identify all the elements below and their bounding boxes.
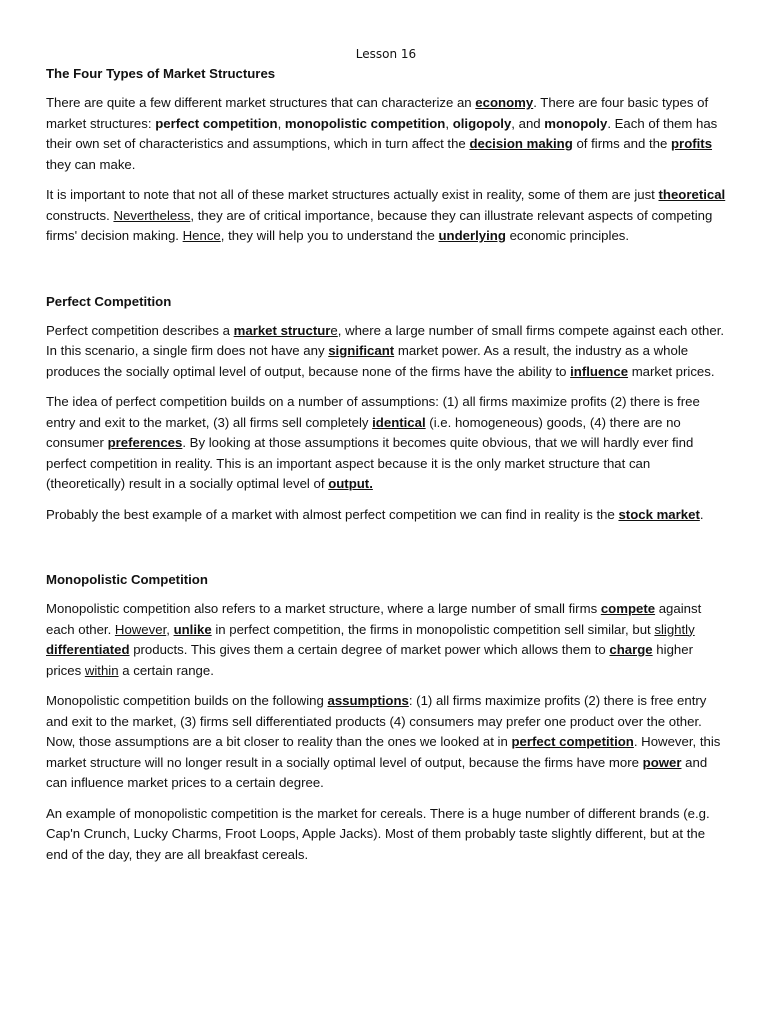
text-run: . By looking at those assumptions it becomes quite obvious, that we will hardly ever find perfect competition in reality. This is an important aspect because it is the only market structure that can (theoretically) result in a socially optimal level of — [46, 435, 694, 491]
text-run: market prices. — [628, 363, 715, 379]
paragraph-perfect-2 — [46, 392, 726, 495]
underlined-word: e — [330, 322, 338, 338]
text-run: market power. As a result, the industry as a whole produces the socially optimal level of output, because none of the firms have the ability to — [46, 343, 689, 379]
paragraph-perfect-3 — [46, 505, 726, 526]
text-run: higher prices — [46, 642, 693, 678]
key-term: compete — [600, 601, 656, 616]
text-run: products. This gives them a certain degree of market power which allows them to — [129, 642, 610, 657]
key-term: decision making — [469, 136, 573, 151]
text-run: , — [166, 621, 174, 637]
text-run: economic principles. — [505, 228, 630, 243]
key-term: theoretical — [658, 187, 726, 202]
text-run: . There are four basic types of market structures: — [46, 95, 709, 131]
section-title-monopolistic-competition: Monopolistic Competition — [46, 572, 208, 587]
text-run: , they are of critical importance, because they can illustrate relevant aspects of competing firms' decision making. — [46, 207, 713, 243]
paragraph-perfect-1 — [46, 321, 726, 383]
key-term: profits — [671, 136, 713, 151]
bold-term: monopolistic competition — [284, 115, 446, 131]
text-run: : (1) all firms maximize profits (2) there is free entry and exit to the market, (3) firms sell differentiated products (4) consumers may prefer one product over the other. Now, those assumptions are a bit closer to reality than the ones we looked at in — [46, 693, 707, 749]
key-term: preferences — [107, 435, 183, 450]
key-term: differentiated — [46, 642, 130, 657]
text-run: Perfect competition describes a — [46, 322, 234, 338]
underlined-word: within — [84, 662, 119, 678]
text-run: and can influence market prices to a certain degree. — [46, 754, 708, 790]
bold-term: monopoly — [544, 115, 608, 131]
underlined-word: However — [114, 621, 167, 637]
text-run: , and — [511, 115, 545, 131]
key-term: underlying — [438, 228, 506, 243]
text-run: Monopolistic competition builds on the following — [46, 693, 328, 708]
text-run: against each other. — [46, 601, 702, 637]
key-term: assumptions — [327, 693, 409, 708]
paragraph-monopolistic-3 — [46, 804, 726, 866]
key-term: significant — [328, 343, 395, 358]
text-run: , — [277, 115, 285, 131]
text-run: . — [699, 506, 704, 522]
text-run: (i.e. homogeneous) goods, (4) there are no consumer — [46, 414, 681, 450]
text-run: of firms and the — [572, 136, 671, 151]
text-run: constructs. — [46, 207, 114, 223]
key-term: economy — [475, 95, 534, 110]
lesson-header: Lesson 16 — [355, 47, 417, 61]
text-run: they can make. — [46, 156, 136, 172]
key-term: output. — [328, 476, 373, 491]
key-term: charge — [609, 642, 653, 657]
paragraph-monopolistic-1 — [46, 599, 726, 681]
key-term: influence — [570, 363, 629, 379]
text-run: a certain range. — [118, 662, 214, 678]
text-run: , they will help you to understand the — [220, 228, 439, 243]
key-term: perfect competition — [511, 734, 634, 749]
text-run: Probably the best example of a market with almost perfect competition we can find in reality is the — [46, 506, 619, 522]
paragraph-intro-2 — [46, 185, 726, 247]
text-run: in perfect competition, the firms in monopolistic competition sell similar, but — [211, 621, 655, 637]
text-run: . Each of them has their own set of characteristics and assumptions, which in turn affect the — [46, 115, 718, 151]
bold-term: oligopoly — [452, 115, 512, 131]
underlined-word: Hence — [182, 228, 221, 243]
key-term: identical — [372, 414, 426, 430]
bold-term: perfect competition — [155, 115, 278, 131]
text-run: An example of monopolistic competition is the market for cereals. There is a huge number of different brands (e.g. Cap'n Crunch, Lucky Charms, Froot Loops, Apple Jacks). Most of them probably taste slightly different, but at the end of the day, they are all breakfast cereals. — [46, 805, 710, 862]
text-run: , where a large number of small firms compete against each other. In this scenario, a single firm does not have any — [46, 322, 725, 358]
paragraph-monopolistic-2 — [46, 691, 726, 794]
document-page — [46, 46, 726, 865]
underlined-word: slightly — [654, 621, 695, 637]
paragraph-intro-1 — [46, 93, 726, 175]
key-term: unlike — [173, 621, 212, 637]
section-title-market-structures: The Four Types of Market Structures — [46, 66, 276, 81]
text-run: , — [445, 115, 453, 131]
section-title-perfect-competition: Perfect Competition — [46, 293, 172, 309]
text-run: . However, this market structure will no longer result in a socially optimal level of output, because the firms have more — [46, 734, 721, 770]
key-term: market structur — [233, 322, 331, 338]
text-run: It is important to note that not all of these market structures actually exist in reality, some of them are just — [46, 187, 659, 202]
text-run: Monopolistic competition also refers to a market structure, where a large number of small firms — [46, 601, 601, 616]
text-run: The idea of perfect competition builds on a number of assumptions: (1) all firms maximize profits (2) there is free entry and exit to the market, (3) all firms sell completely — [46, 394, 700, 430]
key-term: power — [642, 754, 682, 770]
key-term: stock market — [618, 506, 700, 522]
underlined-word: Nevertheless — [113, 207, 191, 223]
text-run: There are quite a few different market structures that can characterize an — [46, 95, 476, 110]
